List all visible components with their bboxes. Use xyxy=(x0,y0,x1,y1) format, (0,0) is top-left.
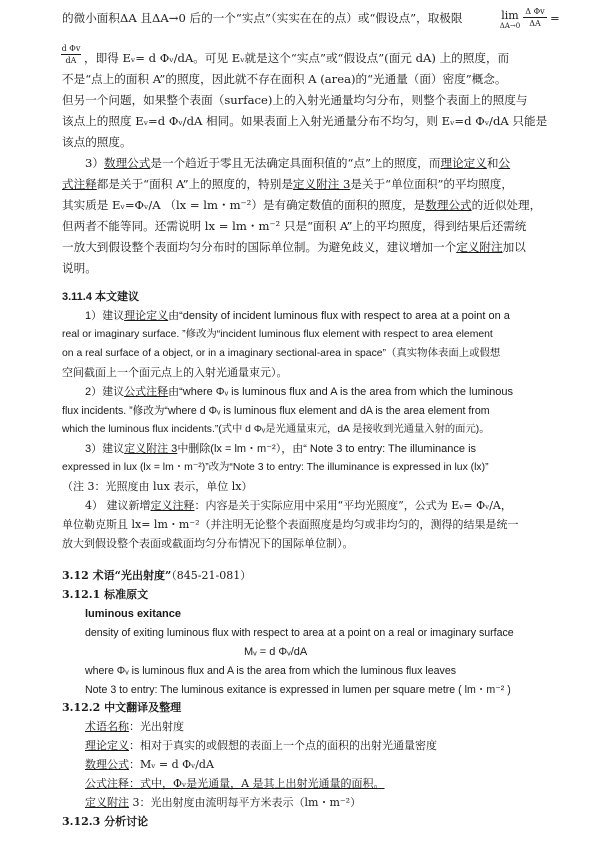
suggestion-text: 1）建议 xyxy=(85,310,125,322)
para2-text: 一放大到假设整个表面均匀分布时的国际单位制。为避免歧义，建议增加一个 xyxy=(62,240,457,254)
item-number: 3） xyxy=(85,156,104,170)
term-math-formula: 数理公式 xyxy=(425,198,472,212)
derivative-numerator: d Φv xyxy=(61,44,81,53)
para2-text: 是关于“单位面积”的平均照度， xyxy=(350,177,513,191)
translation-formula-note xyxy=(85,776,385,792)
derivative-fraction xyxy=(61,44,81,65)
suggestion-text: 中删除(lx = lm・m⁻²），由“ Note 3 to entry: The illuminance is xyxy=(177,443,477,455)
label-math-formula: 数理公式 xyxy=(85,758,129,771)
suggestion-4-line1 xyxy=(85,498,512,514)
subsection-3-12-1-heading: 3.12.1 标准原文 xyxy=(62,588,149,601)
suggestion-1-line2: real or imaginary surface. ”修改为“incident luminous flux element with respect to area element xyxy=(62,329,493,340)
section-title: 3.12 术语“光出射度” xyxy=(62,569,172,582)
english-formula: Mᵥ = d Φᵥ/dA xyxy=(244,646,308,658)
term-formula-note-part: 公 xyxy=(498,156,511,170)
term-definition-note: 定义附注 xyxy=(456,240,503,254)
limit-operator xyxy=(499,10,521,30)
suggestion-3-line1 xyxy=(85,441,476,457)
term-formula-note-part: 式注释 xyxy=(62,177,97,191)
para2-line2 xyxy=(62,176,513,192)
section-code: （845-21-081） xyxy=(171,569,252,582)
label-theoretical-definition: 理论定义 xyxy=(85,739,129,752)
para2-line1 xyxy=(85,155,510,171)
para2-line4: 但两者不能等同。还需说明 lx = lm・m⁻² 只是“面积 A”上的平均照度，得到结果后还需统 xyxy=(62,219,527,233)
value-definition-note: 3：光出射度由流明每平方米表示（lm・m⁻²） xyxy=(129,796,362,809)
suggestion-text: ：内容是关于实际应用中采用“平均光照度”，公式为 Eᵥ= Φᵥ/A， xyxy=(194,499,512,512)
label-formula-note: 公式注释 xyxy=(85,777,129,790)
value-formula: ：Mᵥ = d Φᵥ/dA xyxy=(129,758,214,771)
term-formula-note: 公式注释 xyxy=(124,386,169,398)
suggestion-text: 4） 建议新增 xyxy=(85,499,151,512)
suggestion-text: 3）建议 xyxy=(85,443,125,455)
para2-line5 xyxy=(62,239,526,255)
para2-text: 都是关于“面积 A”上的照度的，特别是 xyxy=(96,177,293,191)
section-3-12-heading xyxy=(62,568,251,584)
equals-sign: = xyxy=(550,11,560,25)
term-theoretical-definition: 理论定义 xyxy=(440,156,487,170)
para1-line3: 不是“点上的面积 A”的照度，因此就不存在面积 A (area)的“光通量（面）密度”概念。 xyxy=(62,72,507,86)
suggestion-3-line3: （注 3：光照度由 lux 表示，单位 lx） xyxy=(62,480,253,493)
translation-definition xyxy=(85,738,437,754)
suggestion-1-line3: on a real surface of a object, or in a imaginary sectional-area in space”（真实物体表面上或假想 xyxy=(62,348,501,359)
translation-term-name xyxy=(85,719,184,735)
derivative-denominator: dA xyxy=(65,56,77,65)
term-theoretical-definition: 理论定义 xyxy=(124,310,169,322)
value-term-name: ：光出射度 xyxy=(129,720,184,733)
suggestion-2-line1 xyxy=(85,384,513,400)
para2-line6: 说明。 xyxy=(62,261,97,275)
suggestion-1-line4: 空间截面上一个面元点上的入射光通量束元）。 xyxy=(62,366,288,379)
para1-line4: 但另一个问题，如果整个表面（surface)上的入射光通量均匀分布，则整个表面上的照度与 xyxy=(62,93,528,107)
label-term-name: 术语名称 xyxy=(85,720,129,733)
english-definition: density of exiting luminous flux with respect to area at a point on a real or imaginary surface xyxy=(85,627,514,639)
suggestion-text: 由“density of incident luminous flux with respect to area at a point on a xyxy=(168,310,510,322)
label-definition-note: 定义附注 xyxy=(85,796,129,809)
suggestion-text: 由“where Φᵥ is luminous flux and A is the area from which the luminous xyxy=(168,386,514,398)
limit-subscript: ΔA→0 xyxy=(499,22,521,30)
translation-formula xyxy=(85,757,214,773)
para1-line5: 该点上的照度 Eᵥ=d Φᵥ/dA 相同。如果表面上入射光通量分布不均匀，则 Eᵥ=d Φᵥ/dA 只能是 xyxy=(62,114,548,128)
value-formula-note: ：式中，Φᵥ是光通量，A 是其上出射光通量的面积。 xyxy=(129,777,385,790)
suggestion-text: 2）建议 xyxy=(85,386,125,398)
suggestion-4-line2: 单位勒克斯且 lx= lm・m⁻²（并注明无论整个表面照度是均匀或非均匀的，测得的结果是统一 xyxy=(62,518,519,531)
para1-line1: 的微小面积ΔA 且ΔA→0 后的一个“实点”（实实在在的点）或“假设点”，取极限 xyxy=(62,11,463,25)
limit-word: lim xyxy=(501,9,519,22)
section-3-11-4-heading: 3.11.4 本文建议 xyxy=(62,291,140,303)
term-english: luminous exitance xyxy=(85,608,181,620)
para1-line6: 该点的照度。 xyxy=(62,135,132,149)
suggestion-2-line3: which the luminous flux incidents.”(式中 d Φᵥ是光通量束元，dA 是接收到光通量入射的面元)。 xyxy=(62,424,490,435)
suggestion-2-line2: flux incidents. ”修改为“where d Φᵥ is luminous flux element and dA is the area element from xyxy=(62,405,490,417)
term-definition-note-3: 定义附注 3 xyxy=(292,177,351,191)
term-definition-note-3: 定义附注 3 xyxy=(124,443,178,455)
english-definition-note-3: Note 3 to entry: The luminous exitance is expressed in lumen per square metre ( lm・m⁻² ) xyxy=(85,684,511,696)
limit-fraction-denominator: ΔA xyxy=(529,19,541,28)
limit-fraction xyxy=(523,7,547,28)
para2-text: 其实质是 Eᵥ=Φᵥ/A （lx = lm・m⁻²）是有确定数值的面积的照度，是 xyxy=(62,198,426,212)
limit-fraction-numerator: Δ Φv xyxy=(525,7,545,16)
value-definition: ：相对于真实的或假想的表面上一个点的面积的出射光通量密度 xyxy=(129,739,437,752)
para2-text: 和 xyxy=(486,156,499,170)
para2-line3 xyxy=(62,197,541,213)
subsection-3-12-2-heading: 3.12.2 中文翻译及整理 xyxy=(62,701,182,714)
suggestion-3-line2: expressed in lux (lx = lm・m⁻²)”改为“Note 3 to entry: The illuminance is expressed in lux (lx)” xyxy=(62,462,489,473)
para2-text: 加以 xyxy=(502,240,526,254)
english-formula-note: where Φᵥ is luminous flux and A is the area from which the luminous flux leaves xyxy=(85,665,457,677)
para1-line2: ，即得 Eᵥ= d Φᵥ/dA。可见 Eᵥ就是这个“实点”或“假设点”(面元 dA) 上的照度，而 xyxy=(84,51,510,65)
suggestion-1-line1 xyxy=(85,308,510,324)
term-definition-note: 定义注释 xyxy=(150,499,195,512)
translation-definition-note xyxy=(85,795,361,811)
para2-text: 是一个趋近于零且无法确定具面积值的“点”上的照度，而 xyxy=(150,156,441,170)
subsection-3-12-3-heading: 3.12.3 分析讨论 xyxy=(62,815,149,828)
suggestion-4-line3: 放大到假设整个表面或截面均匀分布情况下的国际单位制）。 xyxy=(62,537,354,550)
para2-text: 的近似处理， xyxy=(471,198,542,212)
term-math-formula: 数理公式 xyxy=(103,156,151,170)
